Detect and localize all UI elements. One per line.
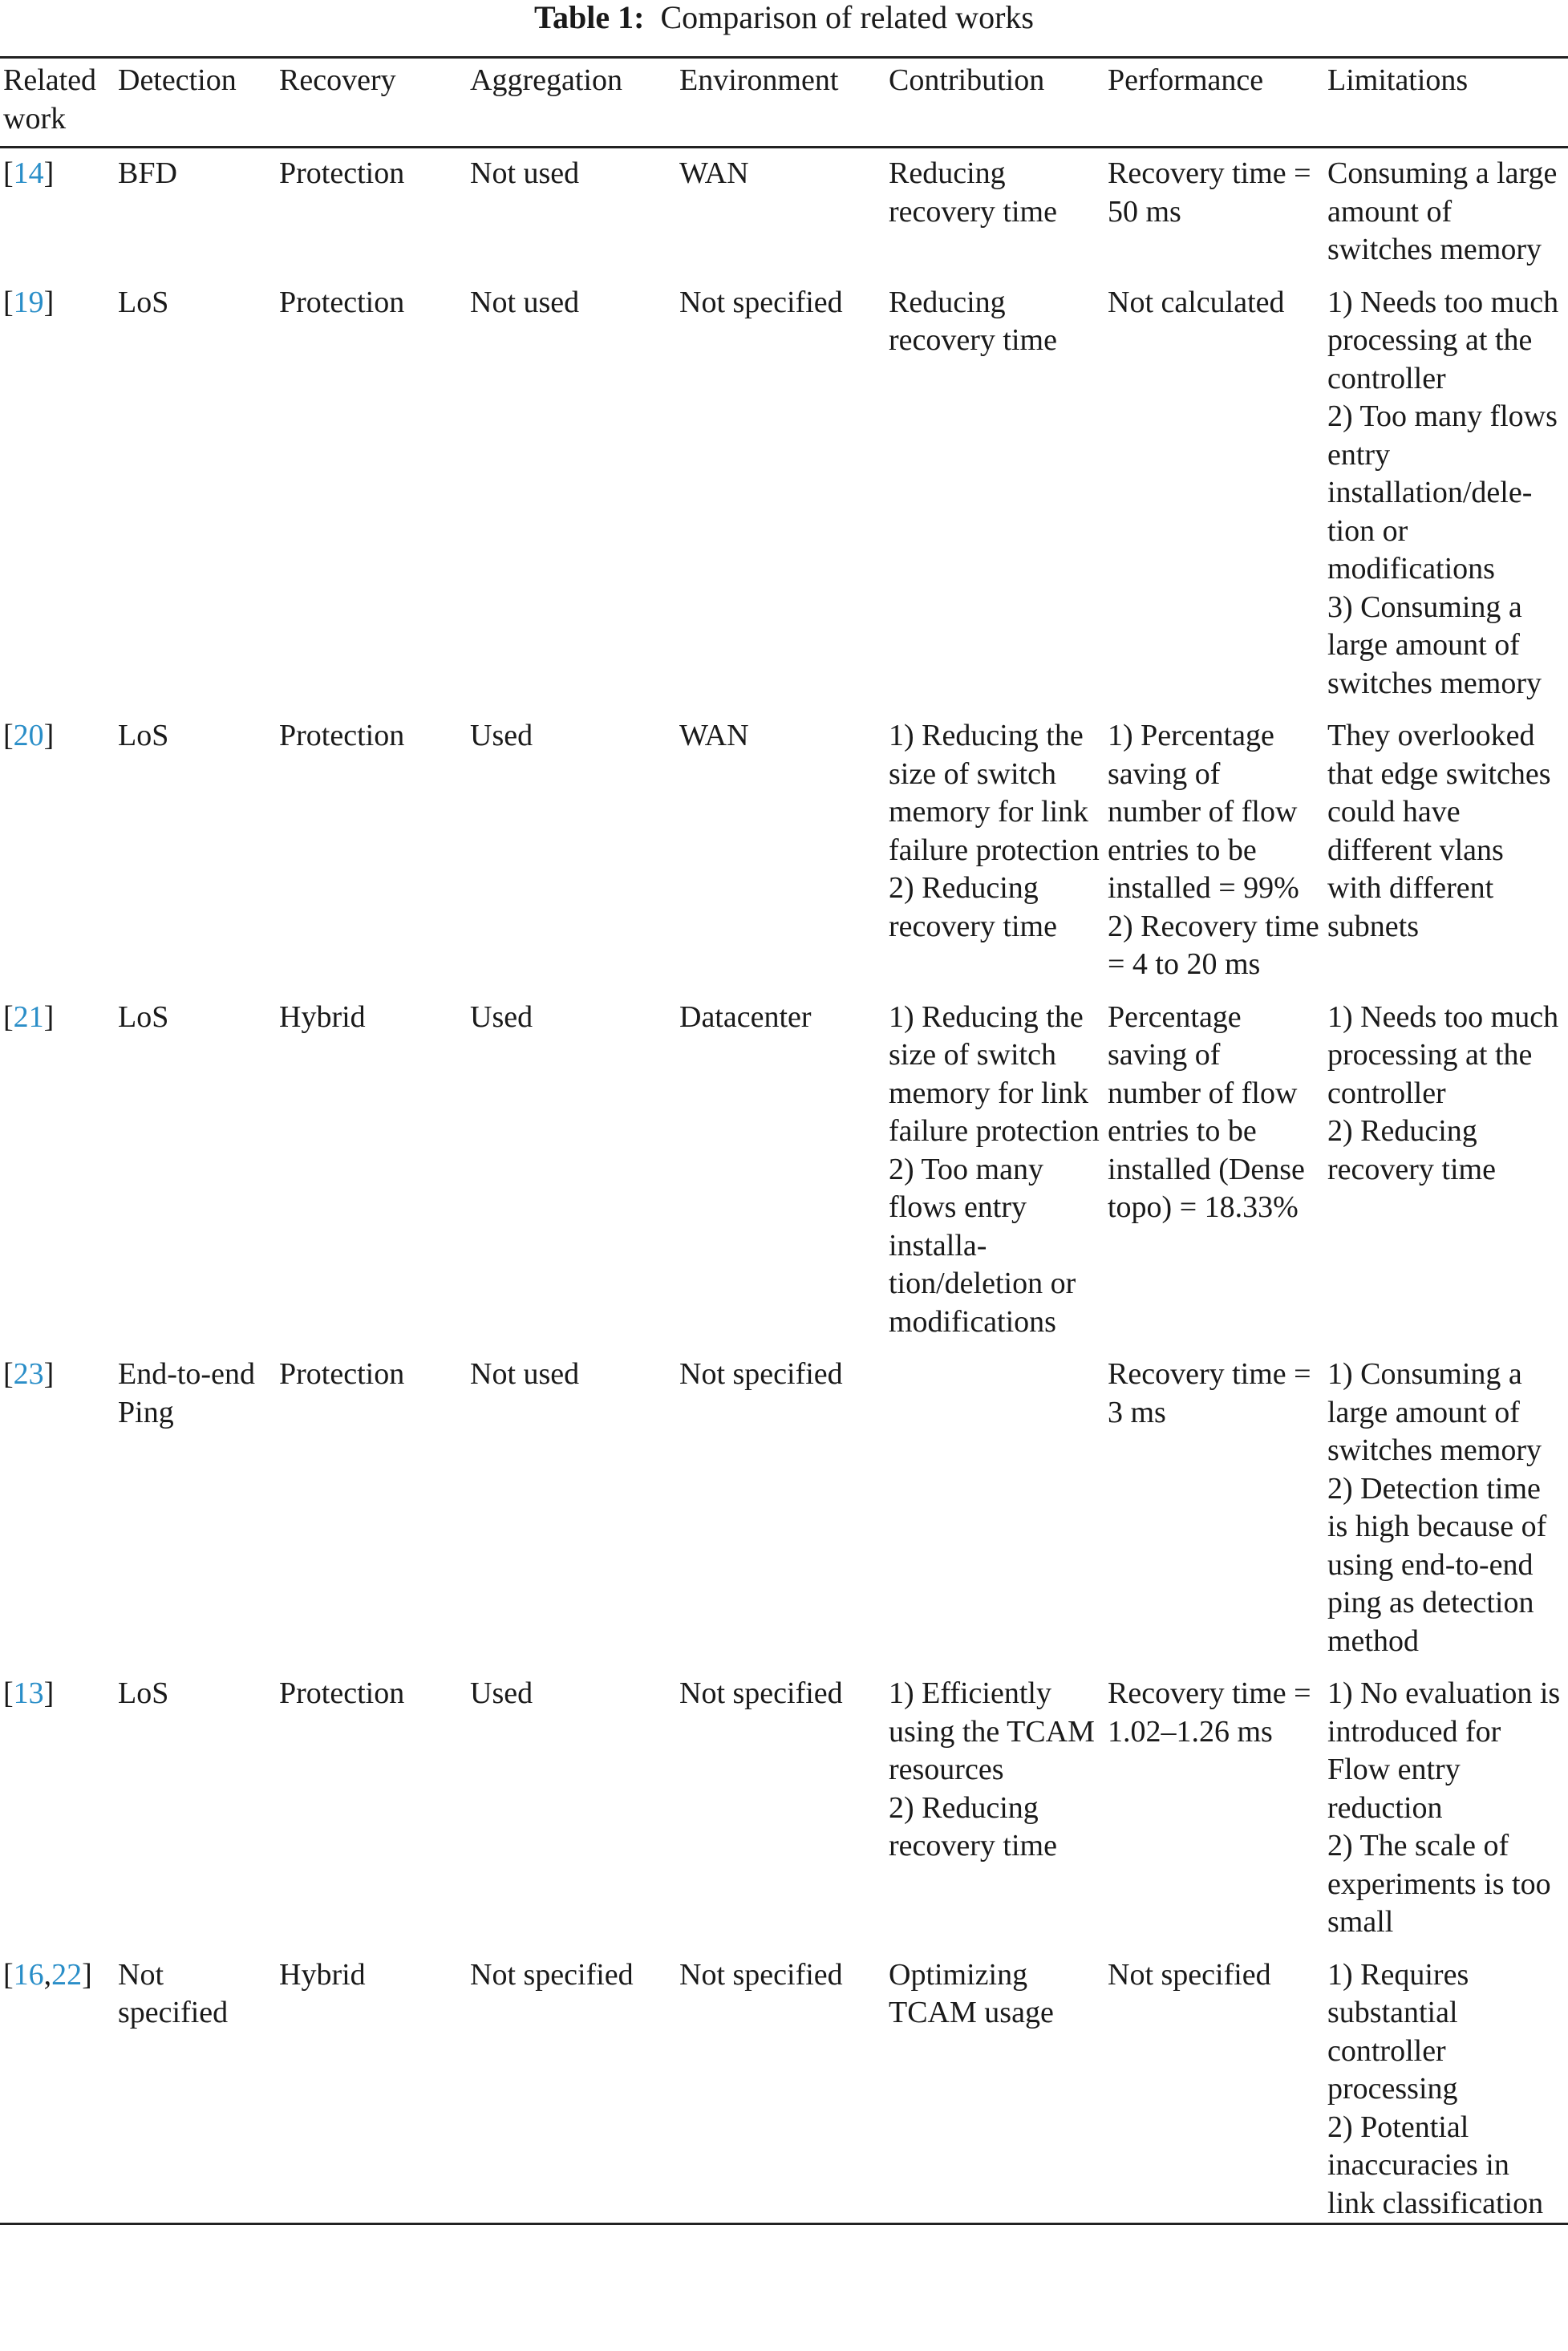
cell-detection: BFD <box>118 156 177 190</box>
comparison-table-container <box>0 56 1568 2225</box>
cell-limitations: 1) Consuming a large amount of switches memory 2) Detection time is high because of using end-to-end ping as detection method <box>1327 1357 1547 1658</box>
table-header <box>0 58 1568 148</box>
cell-performance: Not calculated <box>1108 285 1285 319</box>
table-caption <box>0 0 1568 35</box>
cell-performance: Recovery time = 1.02–1.26 ms <box>1108 1676 1311 1749</box>
table-row <box>0 1341 1568 1660</box>
cell-environment: WAN <box>679 719 749 752</box>
cell-limitations: 1) Needs too much processing at the controller 2) Too many flows entry installation/dele-tion or modifications 3) Consuming a large amount of switches memory <box>1327 285 1559 700</box>
cell-recovery: Protection <box>279 156 405 190</box>
cell-related-work: [14] <box>3 156 55 190</box>
cell-contribution: 1) Reducing the size of switch memory for link failure protection 2) Too many flows entry installa-tion/deletion or modifications <box>889 999 1100 1339</box>
cell-performance: Not specified <box>1108 1957 1271 1992</box>
header-environment: Environment <box>679 63 839 97</box>
table-row <box>0 1660 1568 1942</box>
header-row <box>0 58 1568 148</box>
cell-recovery: Protection <box>279 1357 405 1391</box>
citation-link[interactable]: 20 <box>13 719 44 752</box>
cell-environment: Not specified <box>679 1357 843 1391</box>
table-body <box>0 148 1568 2224</box>
table-row <box>0 703 1568 984</box>
cell-contribution: 1) Efficiently using the TCAM resources 2) Reducing recovery time <box>889 1676 1095 1863</box>
header-contribution: Contribution <box>889 63 1045 97</box>
cell-aggregation: Used <box>470 719 533 752</box>
citation-link[interactable]: 16 <box>13 1957 44 1992</box>
cell-contribution <box>885 1341 1104 1660</box>
cell-related-work: [23] <box>3 1357 55 1391</box>
cell-detection: LoS <box>118 719 169 752</box>
cell-limitations: 1) Requires substantial controller processing 2) Potential inaccuracies in link classification <box>1327 1957 1544 2220</box>
comparison-table <box>0 56 1568 2225</box>
cell-recovery: Hybrid <box>279 1957 366 1992</box>
cell-related-work: [13] <box>3 1676 55 1710</box>
table-row <box>0 270 1568 703</box>
cell-recovery: Protection <box>279 285 405 319</box>
cell-aggregation: Not used <box>470 285 580 319</box>
cell-limitations: 1) No evaluation is introduced for Flow entry reduction 2) The scale of experiments is too small <box>1327 1676 1561 1939</box>
header-detection: Detection <box>118 63 237 97</box>
cell-limitations: They overlooked that edge switches could have different vlans with different subnets <box>1327 719 1551 943</box>
cell-environment: Not specified <box>679 1957 843 1992</box>
cell-limitations: 1) Needs too much processing at the controller 2) Reducing recovery time <box>1327 999 1559 1186</box>
citation-link[interactable]: 21 <box>13 999 44 1034</box>
cell-detection: LoS <box>118 999 169 1034</box>
cell-related-work: [21] <box>3 999 55 1034</box>
cell-limitations: Consuming a large amount of switches memory <box>1327 156 1558 266</box>
table-row <box>0 148 1568 270</box>
cell-related-work: [20] <box>3 719 55 752</box>
citation-link[interactable]: 22 <box>51 1957 83 1992</box>
citation-link[interactable]: 14 <box>13 156 44 190</box>
cell-environment: Not specified <box>679 1676 843 1710</box>
table-row <box>0 984 1568 1342</box>
cell-performance: 1) Percentage saving of number of flow entries to be installed = 99% 2) Recovery time = 4 to 20 ms <box>1108 719 1319 981</box>
cell-aggregation: Not used <box>470 1357 580 1391</box>
citation-link[interactable]: 13 <box>13 1676 44 1710</box>
cell-recovery: Protection <box>279 719 405 752</box>
cell-performance: Recovery time = 50 ms <box>1108 156 1311 229</box>
table-caption-label: Table 1: <box>534 0 645 35</box>
citation-link[interactable]: 23 <box>13 1357 44 1391</box>
cell-aggregation: Not used <box>470 156 580 190</box>
cell-environment: Not specified <box>679 285 843 319</box>
cell-detection: LoS <box>118 1676 169 1710</box>
table-row <box>0 1942 1568 2224</box>
cell-related-work: [16,22] <box>3 1957 92 1992</box>
cell-contribution: 1) Reducing the size of switch memory for link failure protection 2) Reducing recovery time <box>889 719 1100 943</box>
cell-contribution: Reducing recovery time <box>889 285 1057 357</box>
header-limitations: Limitations <box>1327 63 1469 97</box>
table-caption-title: Comparison of related works <box>660 0 1034 35</box>
cell-environment: Datacenter <box>679 999 812 1034</box>
cell-environment: WAN <box>679 156 749 190</box>
citation-link[interactable]: 19 <box>13 285 44 319</box>
cell-aggregation: Not specified <box>470 1957 634 1992</box>
header-aggregation: Aggregation <box>470 63 622 97</box>
cell-contribution: Reducing recovery time <box>889 156 1057 229</box>
cell-performance: Recovery time = 3 ms <box>1108 1357 1311 1429</box>
cell-recovery: Protection <box>279 1676 405 1710</box>
cell-related-work: [19] <box>3 285 55 319</box>
cell-recovery: Hybrid <box>279 999 366 1034</box>
cell-aggregation: Used <box>470 999 533 1034</box>
header-performance: Performance <box>1108 63 1264 97</box>
cell-detection: LoS <box>118 285 169 319</box>
header-related-work: Related work <box>3 63 97 136</box>
cell-detection: End-to-end Ping <box>118 1357 255 1429</box>
cell-detection: Not specified <box>118 1957 229 2029</box>
cell-performance: Percentage saving of number of flow entries to be installed (Dense topo) = 18.33% <box>1108 999 1305 1224</box>
cell-aggregation: Used <box>470 1676 533 1710</box>
cell-contribution: Optimizing TCAM usage <box>889 1957 1054 2029</box>
header-recovery: Recovery <box>279 63 396 97</box>
